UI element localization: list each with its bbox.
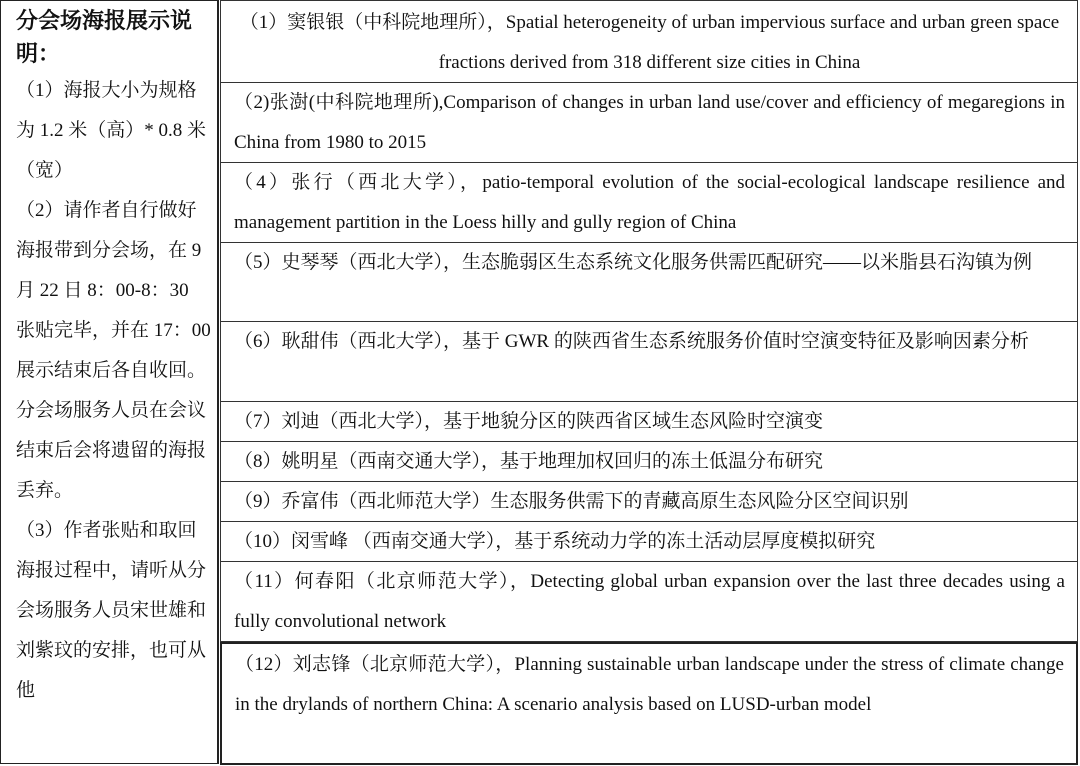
poster-row: （7）刘迪（西北大学），基于地貌分区的陕西省区域生态风险时空演变: [220, 402, 1078, 442]
poster-row: （1）窦银银（中科院地理所），Spatial heterogeneity of urban impervious surface and urban green space fractions derived from 318 different size cities in China: [220, 0, 1078, 83]
poster-list-table: [220, 0, 1078, 765]
poster-row: （11）何春阳（北京师范大学），Detecting global urban expansion over the last three decades using a fully convolutional network: [220, 562, 1078, 642]
poster-row: （2)张澍(中科院地理所),Comparison of changes in urban land use/cover and efficiency of megaregions in China from 1980 to 2015: [220, 83, 1078, 163]
poster-row: （12）刘志锋（北京师范大学），Planning sustainable urban landscape under the stress of climate change in the drylands of northern China: A scenario analysis based on LUSD-urban model: [220, 642, 1078, 765]
instruction-paragraph: （1）海报大小为规格为 1.2 米（高）* 0.8 米（宽）: [16, 80, 207, 181]
poster-row: （8）姚明星（西南交通大学），基于地理加权回归的冻土低温分布研究: [220, 442, 1078, 482]
instruction-paragraph: （3）作者张贴和取回海报过程中，请听从分会场服务人员宋世雄和刘紫玟的安排，也可从他: [16, 520, 207, 701]
poster-row: （5）史琴琴（西北大学），生态脆弱区生态系统文化服务供需匹配研究——以米脂县石沟镇为例: [220, 243, 1078, 322]
instructions-title: 分会场海报展示说明：: [16, 9, 193, 67]
poster-row: （6）耿甜伟（西北大学），基于 GWR 的陕西省生态系统服务价值时空演变特征及影响因素分析: [220, 322, 1078, 402]
instruction-paragraph: （2）请作者自行做好海报带到分会场，在 9 月 22 日 8：00-8：30 张贴完毕，并在 17：00 展示结束后各自收回。分会场服务人员在会议结束后会将遗留的海报丢弃。: [16, 200, 211, 501]
poster-row: （10）闵雪峰 （西南交通大学），基于系统动力学的冻土活动层厚度模拟研究: [220, 522, 1078, 562]
poster-row: （9）乔富伟（西北师范大学）生态服务供需下的青藏高原生态风险分区空间识别: [220, 482, 1078, 522]
poster-instructions: [0, 0, 219, 764]
poster-row: （4）张行（西北大学），patio-temporal evolution of the social-ecological landscape resilience and management partition in the Loess hilly and gully region of China: [220, 163, 1078, 243]
